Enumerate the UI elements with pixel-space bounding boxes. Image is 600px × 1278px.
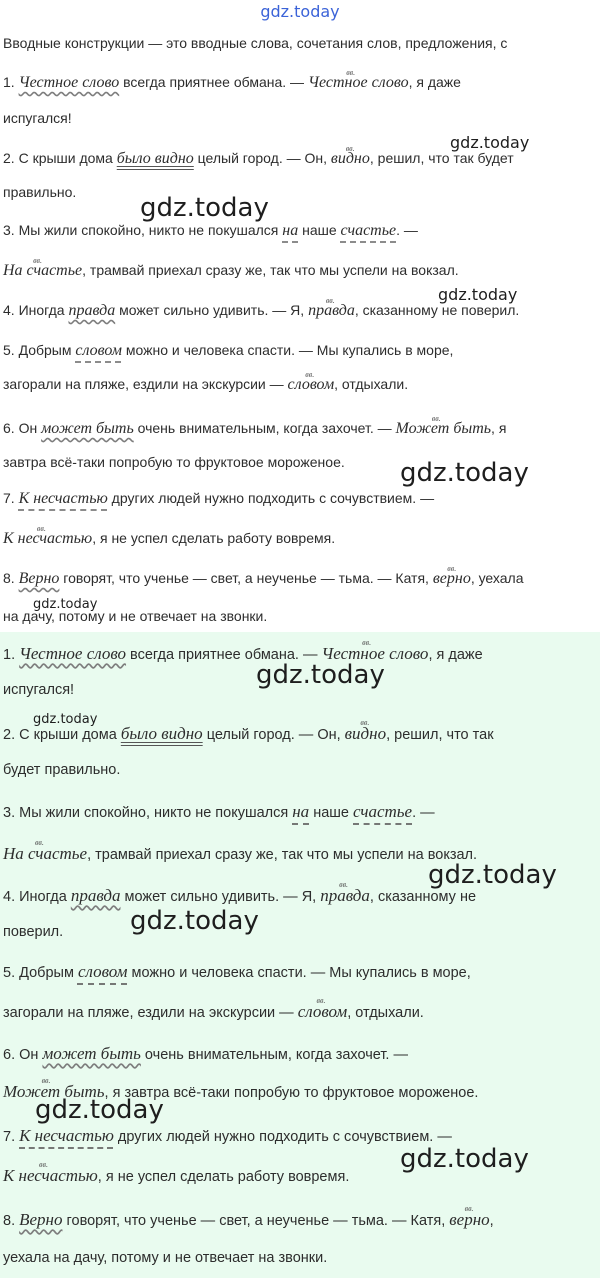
sentence-5-cont: загорали на пляже, ездили на экскурсии — вв. словом, отдыхали. — [3, 1002, 597, 1023]
sentence-1-cont: испугался! — [3, 682, 75, 698]
sentence-5: 5. Добрым словом можно и человека спасти. — Мы купались в море, — [3, 962, 471, 981]
sentence-2: 2. С крыши дома было видно целый город. — Он, вв. видно, решил, что так будет — [3, 148, 597, 169]
sentence-8: 8. Верно говорят, что ученье — свет, а неученье — тьма. — Катя, вв. верно, — [3, 1210, 597, 1231]
sentence-4: 4. Иногда правда может сильно удивить. — Я, вв. правда, сказанному не — [3, 886, 597, 907]
watermark: gdz.today — [33, 597, 98, 612]
sentence-8-cont: на дачу, потому и не отвечает на звонки. — [3, 608, 268, 624]
sentence-4: 4. Иногда правда может сильно удивить. — Я, вв. правда, сказанному не поверил. — [3, 300, 597, 321]
sentence-8: 8. Верно говорят, что ученье — свет, а неученье — тьма. — Катя, вв. верно, уехала — [3, 568, 597, 589]
sentence-1: 1. Честное слово всегда приятнее обмана. — вв. Честное слово, я даже — [3, 72, 597, 93]
sentence-3: 3. Мы жили спокойно, никто не покушался на наше счастье. — — [3, 222, 418, 239]
sentence-3-cont: вв. На счастье, трамвай приехал сразу же, так что мы успели на вокзал. — [3, 260, 597, 281]
sentence-6: 6. Он может быть очень внимательным, когда захочет. — — [3, 1044, 408, 1063]
watermark: gdz.today — [400, 458, 529, 488]
sentence-5-cont: загорали на пляже, ездили на экскурсии — вв. словом, отдыхали. — [3, 374, 597, 395]
sentence-7-cont: вв. К несчастью, я не успел сделать работу вовремя. — [3, 528, 597, 549]
watermark: gdz.today — [33, 712, 98, 727]
sentence-1: 1. Честное слово всегда приятнее обмана. — вв. Честное слово, я даже — [3, 644, 597, 665]
watermark: gdz.today — [438, 285, 518, 304]
sentence-6-cont: вв. Может быть, я завтра всё-таки попробую то фруктовое мороженое. — [3, 1082, 597, 1103]
answer-section-2 — [0, 632, 600, 1278]
watermark: gdz.today — [450, 133, 530, 152]
watermark: gdz.today — [428, 860, 557, 890]
sentence-3: 3. Мы жили спокойно, никто не покушался на наше счастье. — — [3, 802, 435, 821]
watermark: gdz.today — [256, 660, 385, 690]
watermark: gdz.today — [140, 193, 269, 223]
sentence-7-cont: вв. К несчастью, я не успел сделать работу вовремя. — [3, 1166, 597, 1187]
site-title[interactable]: gdz.today — [260, 2, 340, 21]
sentence-4-cont: поверил. — [3, 924, 64, 940]
watermark: gdz.today — [400, 1144, 529, 1174]
sentence-8-cont: уехала на дачу, потому и не отвечает на звонки. — [3, 1250, 328, 1266]
watermark: gdz.today — [35, 1095, 164, 1125]
watermark: gdz.today — [130, 906, 259, 936]
sentence-3-cont: вв. На счастье, трамвай приехал сразу же, так что мы успели на вокзал. — [3, 844, 597, 865]
intro-text: Вводные конструкции — это вводные слова, сочетания слов, предложения, с — [3, 35, 508, 51]
sentence-6: 6. Он может быть очень внимательным, когда захочет. — вв. Может быть, я — [3, 418, 597, 439]
sentence-2-cont: правильно. — [3, 184, 77, 200]
sentence-1-cont: испугался! — [3, 110, 72, 126]
sentence-2: 2. С крыши дома было видно целый город. — Он, вв. видно, решил, что так — [3, 724, 597, 745]
sentence-6-cont: завтра всё-таки попробую то фруктовое мороженое. — [3, 454, 345, 470]
sentence-7: 7. К несчастью других людей нужно подходить с сочувствием. — — [3, 1126, 452, 1145]
sentence-7: 7. К несчастью других людей нужно подходить с сочувствием. — — [3, 490, 435, 507]
sentence-2-cont: будет правильно. — [3, 762, 121, 778]
sentence-5: 5. Добрым словом можно и человека спасти. — Мы купались в море, — [3, 342, 454, 359]
